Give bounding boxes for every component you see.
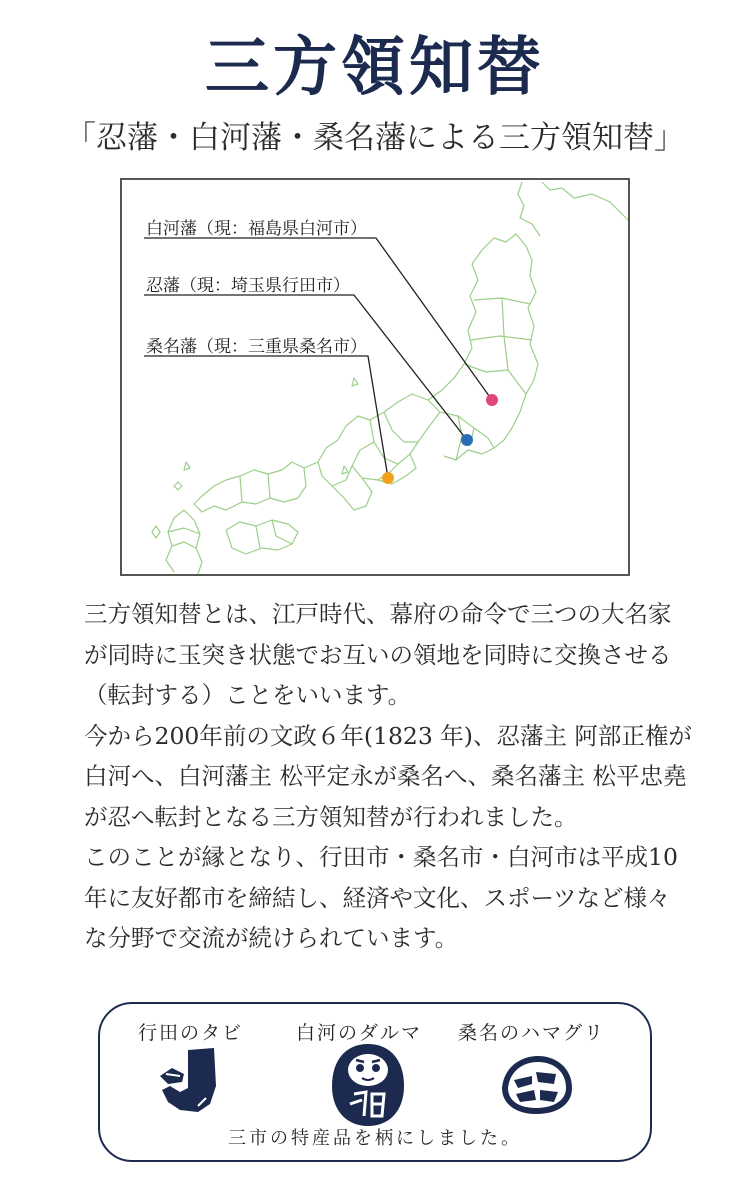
paragraph-3: このことが縁となり、行田市・桑名市・白河市は平成10年に友好都市を締結し、経済や文化、スポーツなど様々な分野で交流が続けられています。 (84, 843, 678, 952)
japan-map (120, 178, 630, 576)
shirakawa-dot (486, 394, 498, 406)
description-text (84, 594, 694, 959)
japan-map-outline (122, 180, 628, 574)
map-label-oshi: 忍藩（現：埼玉県行田市） (146, 276, 350, 296)
paragraph-2: 今から200年前の文政６年(1823 年)、忍藩主 阿部正権が白河へ、白河藩主 松平定永が桑名へ、桑名藩主 松平忠堯が忍へ転封となる三方領知替が行われました。 (84, 721, 692, 831)
map-label-kuwana: 桑名藩（現：三重県桑名市） (146, 337, 367, 357)
motif-label-clam: 桑名のハマグリ (458, 1022, 606, 1044)
tabi-sock-icon (158, 1046, 228, 1114)
map-label-shirakawa: 白河藩（現：福島県白河市） (146, 219, 367, 239)
page-title: 三方領知替 (205, 31, 545, 105)
paragraph-1: 三方領知替とは、江戸時代、幕府の命令で三つの大名家が同時に玉突き状態でお互いの領地を同時に交換させる（転封する）ことをいいます。 (84, 600, 672, 709)
motif-panel (98, 1002, 652, 1162)
page-subtitle: 「忍藩・白河藩・桑名藩による三方領知替」 (65, 120, 685, 156)
motif-caption: 三市の特産品を柄にしました。 (228, 1128, 522, 1149)
oshi-dot (461, 434, 473, 446)
clam-icon (496, 1054, 576, 1116)
daruma-icon (328, 1042, 408, 1128)
kuwana-dot (382, 472, 394, 484)
motif-label-daruma: 白河のダルマ (296, 1022, 423, 1044)
motif-label-tabi: 行田のタビ (138, 1022, 244, 1044)
